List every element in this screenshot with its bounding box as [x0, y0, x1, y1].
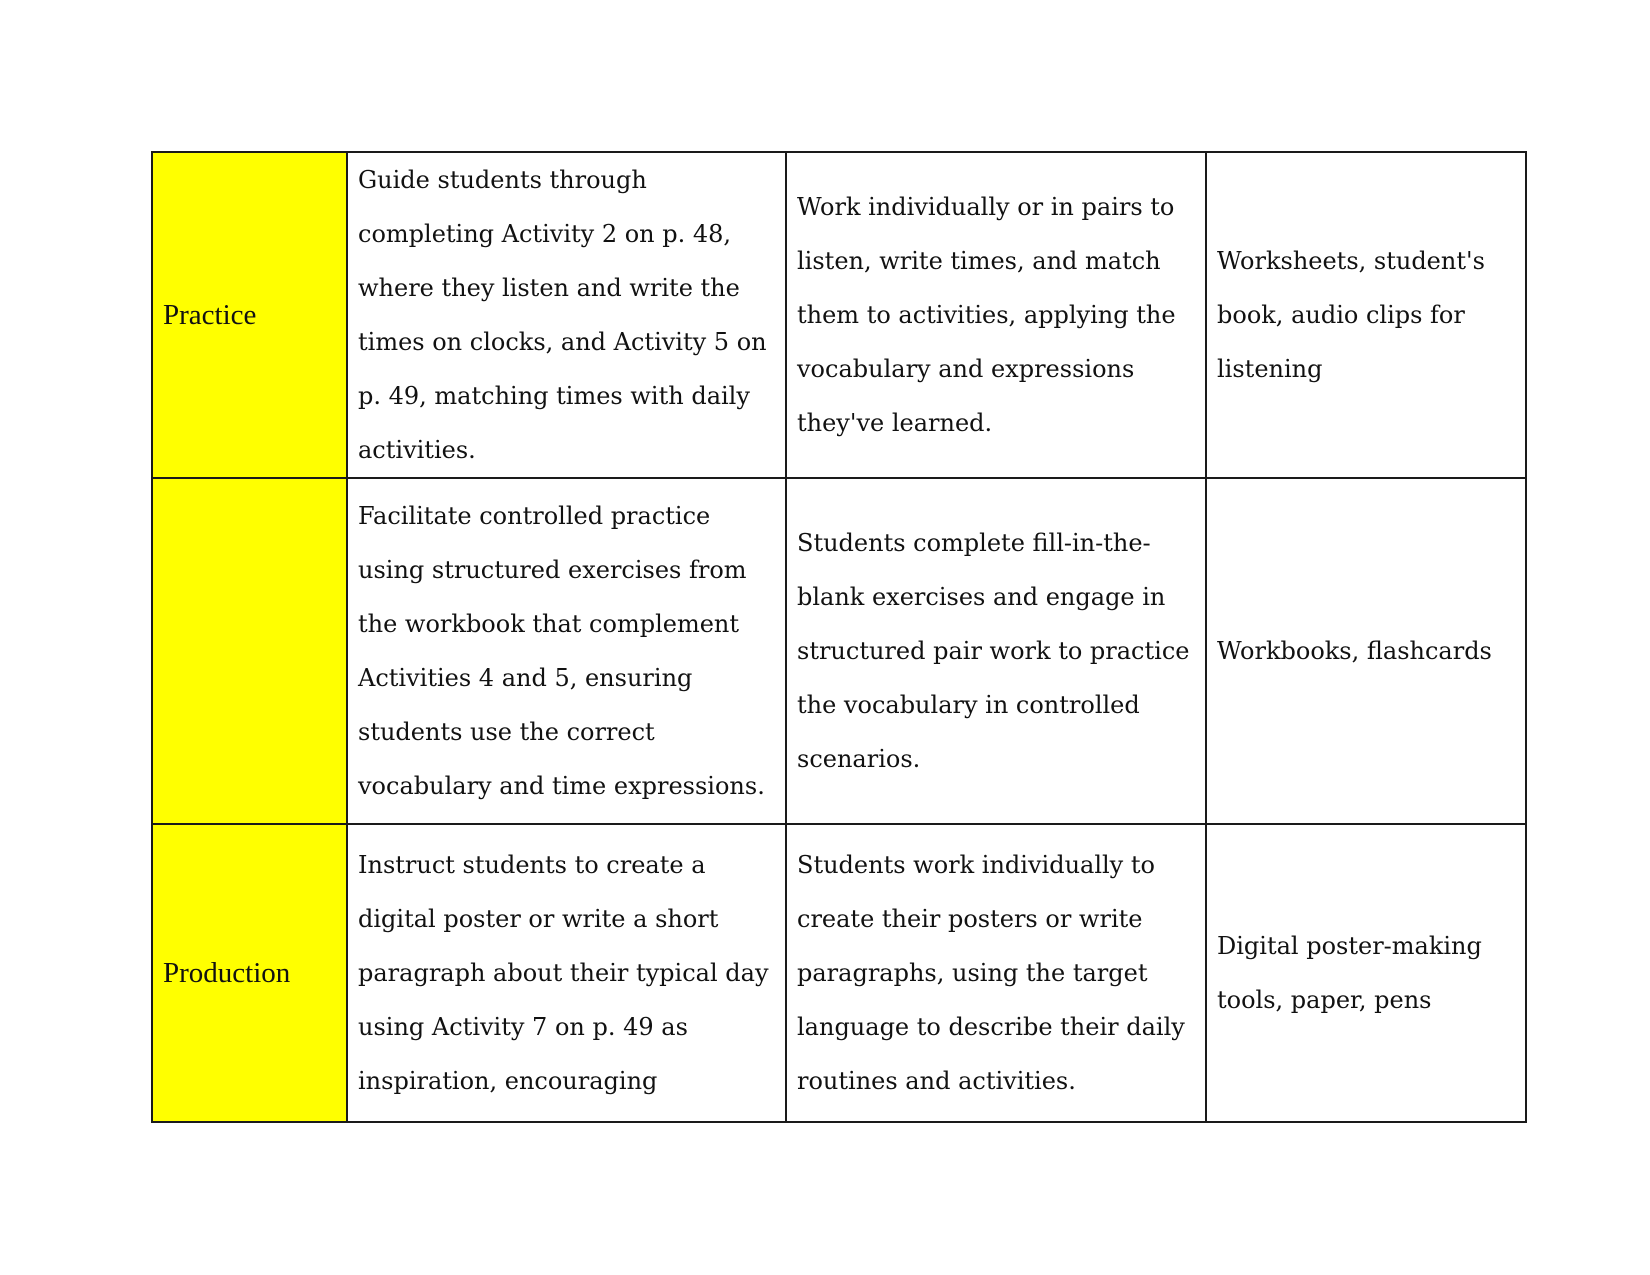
table-row — [152, 152, 1526, 478]
stage-cell-practice — [152, 152, 347, 478]
student-activity-cell — [786, 824, 1206, 1122]
resources-cell — [1206, 152, 1526, 478]
stage-cell-empty — [152, 478, 347, 824]
teacher-activity-cell — [347, 824, 786, 1122]
table-row — [152, 824, 1526, 1122]
student-activity-text: Students work individually to create their posters or write paragraphs, using the target language to describe their daily routines and activities. — [797, 851, 1185, 1095]
stage-label: Practice — [163, 299, 257, 331]
teacher-activity-text: Instruct students to create a digital poster or write a short paragraph about their typical day using Activity 7 on p. 49 as inspiration, encouraging — [358, 851, 769, 1095]
teacher-activity-cell — [347, 152, 786, 478]
lesson-plan-table — [151, 151, 1527, 1123]
teacher-activity-text: Facilitate controlled practice using structured exercises from the workbook that complement Activities 4 and 5, ensuring students use the correct vocabulary and time expressions. — [358, 502, 765, 800]
teacher-activity-cell — [347, 478, 786, 824]
student-activity-cell — [786, 152, 1206, 478]
teacher-activity-text: Guide students through completing Activity 2 on p. 48, where they listen and write the times on clocks, and Activity 5 on p. 49, matching times with daily activities. — [358, 166, 767, 464]
table-row — [152, 478, 1526, 824]
student-activity-cell — [786, 478, 1206, 824]
stage-label: Production — [163, 957, 291, 989]
resources-cell — [1206, 478, 1526, 824]
resources-text: Digital poster-making tools, paper, pens — [1217, 932, 1482, 1014]
resources-text: Worksheets, student's book, audio clips for listening — [1217, 247, 1485, 383]
resources-text: Workbooks, flashcards — [1217, 637, 1492, 665]
resources-cell — [1206, 824, 1526, 1122]
student-activity-text: Students complete fill-in-the-blank exercises and engage in structured pair work to practice the vocabulary in controlled scenarios. — [797, 529, 1190, 773]
student-activity-text: Work individually or in pairs to listen, write times, and match them to activities, applying the vocabulary and expressions they've learned. — [797, 193, 1176, 437]
stage-cell-production — [152, 824, 347, 1122]
